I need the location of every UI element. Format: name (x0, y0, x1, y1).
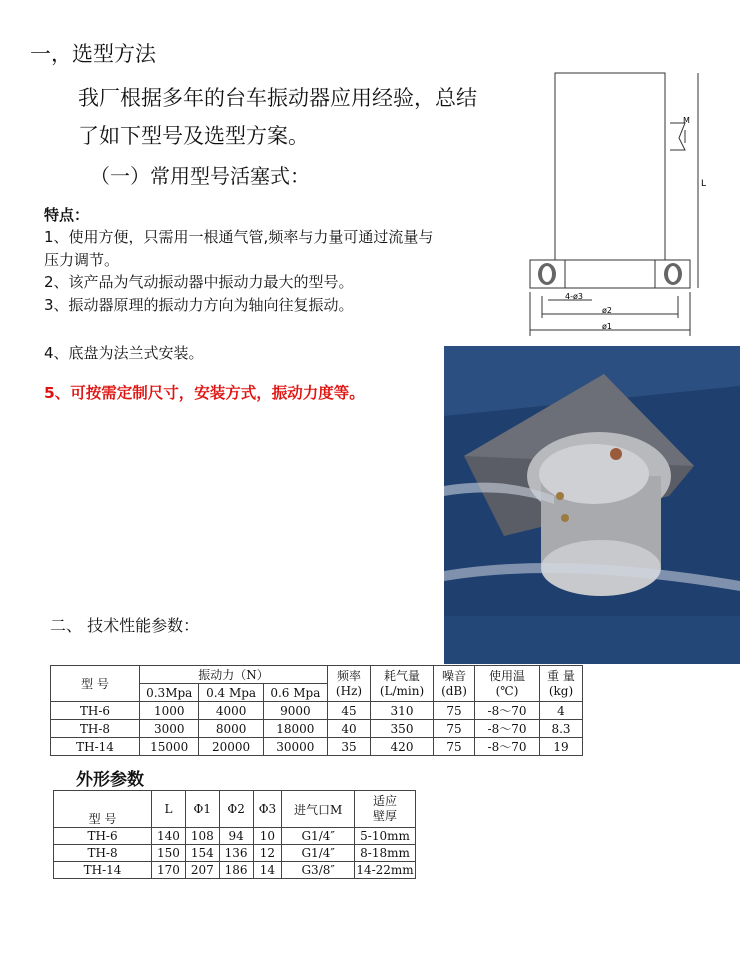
header-cell: 频率 (Hz) (328, 666, 371, 702)
table-cell: 35 (328, 738, 371, 756)
table-cell: TH-6 (51, 702, 140, 720)
table-cell: 154 (185, 845, 219, 862)
table-cell: TH-6 (54, 828, 152, 845)
table-cell: 15000 (140, 738, 199, 756)
table-cell: 4 (540, 702, 583, 720)
header-cell: 噪音 (dB) (434, 666, 475, 702)
drawing-label-l: L (701, 179, 707, 189)
table-cell: 10 (253, 828, 282, 845)
table-row (51, 702, 583, 720)
subheading: （一）常用型号活塞式： (90, 164, 310, 188)
table-row (51, 738, 583, 756)
table-cell: 12 (253, 845, 282, 862)
table-cell: 45 (328, 702, 371, 720)
table-header-row (54, 791, 416, 828)
table-cell: G1/4″ (282, 828, 355, 845)
section-heading-1: 一，选型方法 (30, 42, 156, 66)
intro-line-1: 我厂根据多年的台车振动器应用经验，总结 (78, 86, 477, 110)
header-cell: 耗气量 (L/min) (371, 666, 434, 702)
header-cell: 型 号 (54, 791, 152, 828)
table-cell: 30000 (263, 738, 327, 756)
table-cell: 75 (434, 720, 475, 738)
table-cell: 186 (219, 862, 253, 879)
table-cell: 40 (328, 720, 371, 738)
table-cell: G3/8″ (282, 862, 355, 879)
table-cell: 140 (152, 828, 186, 845)
header-cell: 适应 壁厚 (354, 791, 415, 828)
feature-item: 3、振动器原理的振动力方向为轴向往复振动。 (44, 296, 354, 314)
performance-table (50, 665, 583, 756)
drawing-label-m: M (683, 116, 690, 125)
product-photo (444, 346, 740, 664)
drawing-label-phi2: ø2 (602, 306, 612, 315)
technical-drawing (520, 68, 720, 343)
header-cell: 重 量 (kg) (540, 666, 583, 702)
header-cell: 型 号 (51, 666, 140, 702)
table-cell: 310 (371, 702, 434, 720)
header-cell: 振动力（N） (140, 666, 328, 684)
table-cell: 20000 (199, 738, 263, 756)
feature-highlight: 5、可按需定制尺寸，安装方式，振动力度等。 (44, 384, 365, 402)
header-cell: Φ1 (185, 791, 219, 828)
table-cell: G1/4″ (282, 845, 355, 862)
table-cell: 4000 (199, 702, 263, 720)
header-cell: 0.6 Mpa (263, 684, 327, 702)
table-cell: 136 (219, 845, 253, 862)
table-cell: 9000 (263, 702, 327, 720)
table-cell: TH-14 (51, 738, 140, 756)
table-row (51, 720, 583, 738)
table-cell: 75 (434, 702, 475, 720)
header-cell: Φ3 (253, 791, 282, 828)
table-cell: 3000 (140, 720, 199, 738)
table-cell: TH-8 (51, 720, 140, 738)
table-cell: 14 (253, 862, 282, 879)
header-cell: L (152, 791, 186, 828)
table-row (54, 862, 416, 879)
table-cell: 1000 (140, 702, 199, 720)
table-cell: 170 (152, 862, 186, 879)
table-cell: 350 (371, 720, 434, 738)
feature-item: 压力调节。 (44, 251, 120, 269)
header-cell: 使用温 (℃) (475, 666, 540, 702)
table-cell: 94 (219, 828, 253, 845)
table-cell: 19 (540, 738, 583, 756)
table-cell: 108 (185, 828, 219, 845)
drawing-label-holes: 4-ø3 (565, 292, 583, 301)
intro-line-2: 了如下型号及选型方案。 (78, 124, 309, 148)
table-cell: 8000 (199, 720, 263, 738)
table-cell: 207 (185, 862, 219, 879)
table-cell: 8-18mm (354, 845, 415, 862)
table-row (54, 828, 416, 845)
header-cell: 0.3Mpa (140, 684, 199, 702)
dimension-table (53, 790, 416, 879)
table-row (54, 845, 416, 862)
table-cell: -8～70 (475, 738, 540, 756)
section-heading-3: 外形参数 (76, 770, 144, 790)
feature-item: 2、该产品为气动振动器中振动力最大的型号。 (44, 273, 354, 291)
table-cell: 420 (371, 738, 434, 756)
table-cell: 14-22mm (356, 863, 414, 877)
table-cell: 8.3 (540, 720, 583, 738)
table-cell: TH-14 (54, 862, 152, 879)
table-cell: -8～70 (475, 720, 540, 738)
feature-item: 1、使用方便，只需用一根通气管,频率与力量可通过流量与 (44, 228, 434, 246)
table-cell: 75 (434, 738, 475, 756)
table-cell: -8～70 (475, 702, 540, 720)
section-heading-2: 二、 技术性能参数： (50, 616, 200, 635)
drawing-label-phi1: ø1 (602, 322, 612, 331)
header-cell: 0.4 Mpa (199, 684, 263, 702)
table-cell: 5-10mm (354, 828, 415, 845)
features-title: 特点： (44, 206, 90, 224)
table-header-row (51, 666, 583, 684)
table-cell: 150 (152, 845, 186, 862)
table-cell: 18000 (263, 720, 327, 738)
table-cell: TH-8 (54, 845, 152, 862)
header-cell: Φ2 (219, 791, 253, 828)
feature-item: 4、底盘为法兰式安装。 (44, 344, 204, 362)
header-cell: 进气口M (282, 791, 355, 828)
